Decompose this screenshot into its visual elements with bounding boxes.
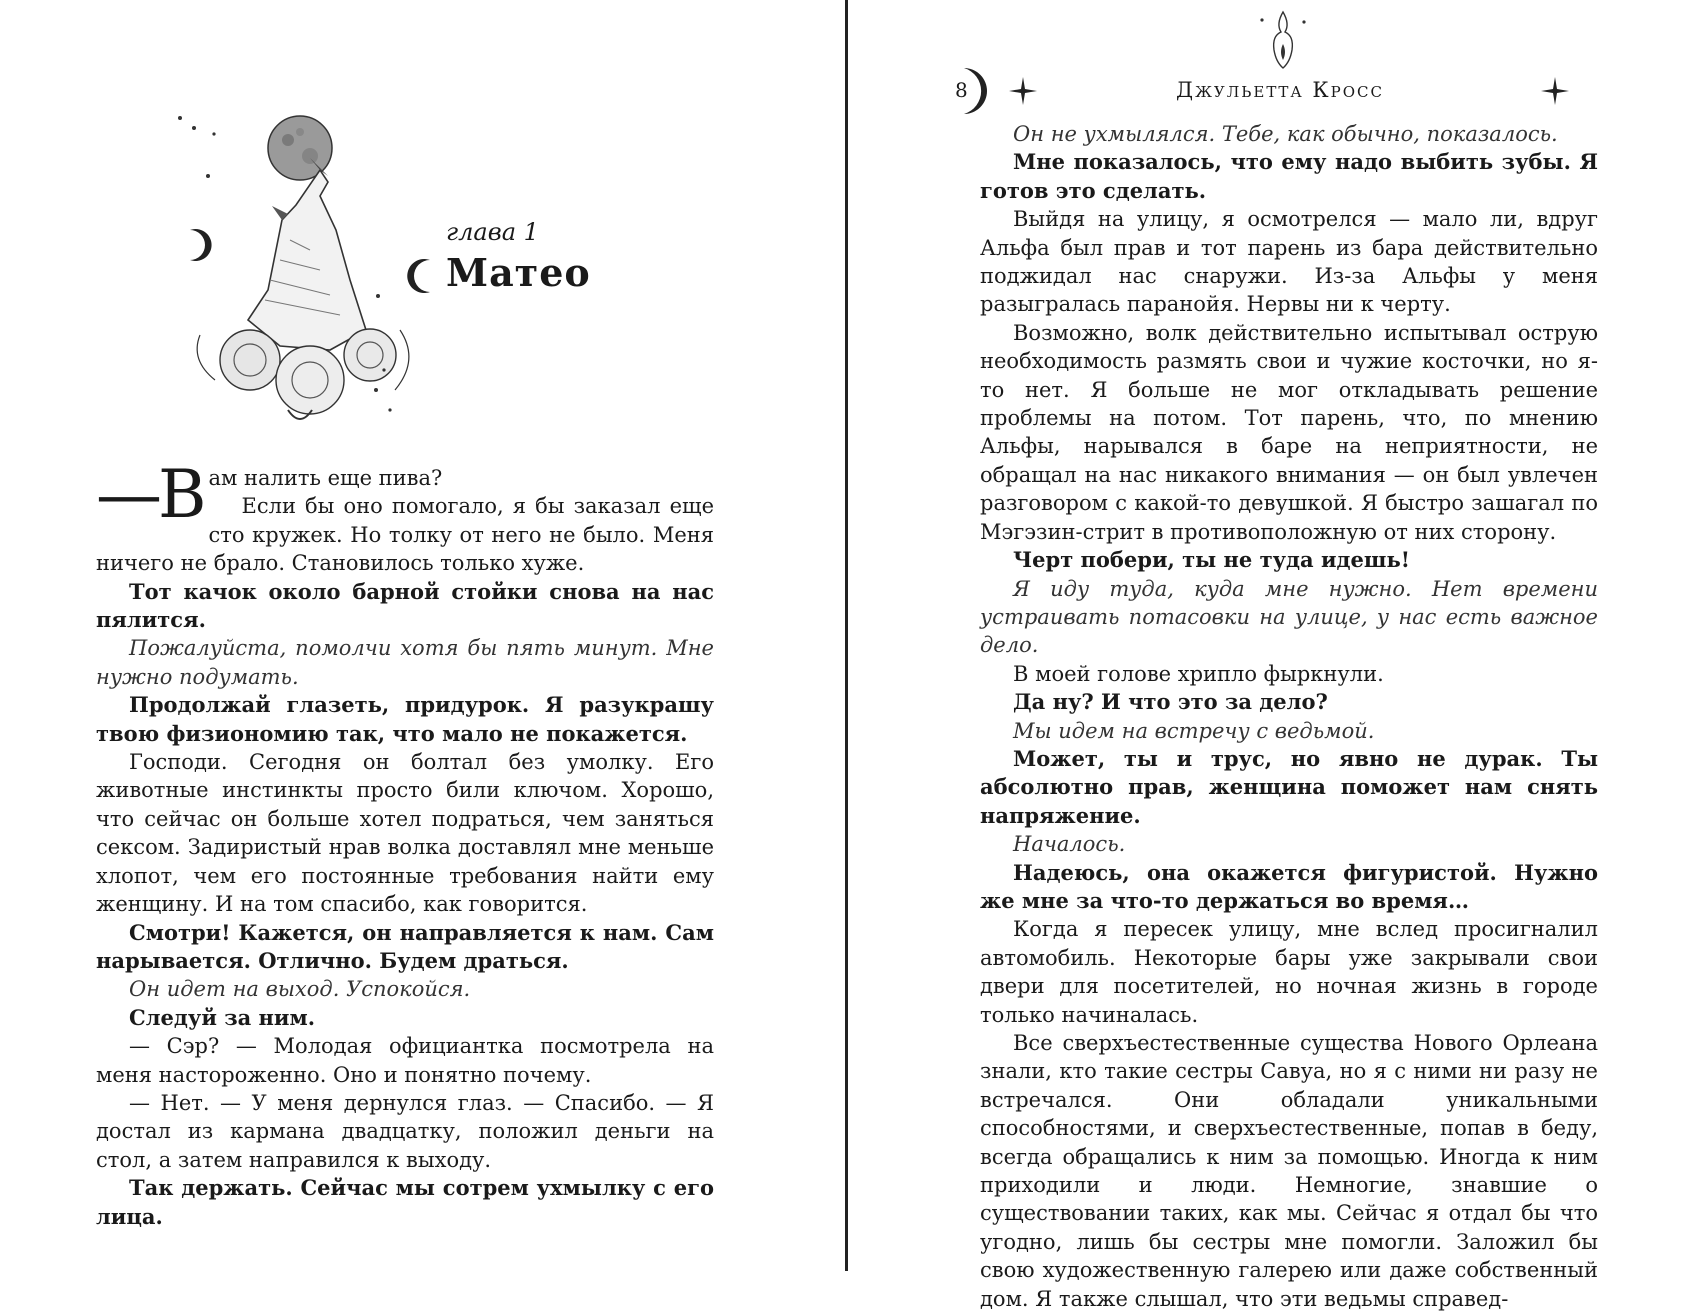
- left-page-text: [96, 456, 714, 1231]
- page-number: 8: [955, 78, 968, 102]
- paragraph-italic: Он идет на выход. Успокойся.: [129, 977, 471, 1002]
- chapter-title: Матео: [446, 250, 591, 295]
- paragraph-bold: Черт побери, ты не туда идешь!: [1013, 547, 1410, 573]
- paragraph: В моей голове хрипло фыркнули.: [1013, 661, 1384, 686]
- paragraph-bold: Смотри! Кажется, он направляется к нам. Сам нарывается. Отлично. Будем драться.: [96, 919, 714, 973]
- paragraph-italic: Пожалуйста, помолчи хотя бы пять минут. Мне нужно подумать.: [96, 636, 714, 689]
- paragraph-bold: Следуй за ним.: [129, 1004, 316, 1030]
- paragraph-bold: Тот качок около барной стойки снова на нас пялится.: [96, 578, 714, 633]
- dropcap: —В: [96, 456, 203, 533]
- first-paragraph: [96, 456, 714, 533]
- paragraph-italic: Он не ухмылялся. Тебе, как обычно, показалось.: [1013, 122, 1558, 146]
- chapter-label: глава 1: [446, 218, 539, 246]
- paragraph-italic: Началось.: [1013, 832, 1126, 857]
- paragraph: Все сверхъестественные существа Нового Орлеана знали, кто такие сестры Савуа, но я с ними ни разу не встречался. Они обладали уникальными способностями, и сверхъестественные, попав в беду, всегда обращались к ним за помощью. Иногда к ним приходили и люди. Немногие, знавшие о существовании таких, как мы. Сейчас я отдал бы что угодно, лишь бы сестры мне помогли. Заложил бы свою художественную галерею или даже собственный дом. Я также слышал, что эти ведьмы справед-: [980, 1031, 1598, 1311]
- moon-icon: [406, 258, 436, 294]
- paragraph: — Сэр? — Молодая официантка посмотрела на меня настороженно. Оно и понятно почему.: [96, 1034, 714, 1087]
- running-head-author: Джульетта Кросс: [1176, 78, 1384, 102]
- flame-ornament-icon: [1248, 6, 1318, 76]
- paragraph: — Нет. — У меня дернулся глаз. — Спасибо. — Я достал из кармана двадцатку, положил деньги на стол, а затем направился к выходу.: [96, 1090, 714, 1172]
- right-page-text: [980, 120, 1598, 1313]
- first-line: ам налить еще пива?: [208, 466, 443, 490]
- paragraph: Господи. Сегодня он болтал без умолку. Его животные инстинкты просто били ключом. Хорошо, что сейчас он больше хотел подраться, чем заняться сексом. Задиристый нрав волка доставлял мне меньше хлопот, чем его постоянные требования найти ему женщину. И на том спасибо, как говорится.: [96, 750, 714, 917]
- star-icon: [1540, 76, 1570, 106]
- paragraph-bold: Так держать. Сейчас мы сотрем ухмылку с его лица.: [96, 1175, 714, 1229]
- paragraph-bold: Продолжай глазеть, придурок. Я разукрашу твою физиономию так, что мало не покажется.: [96, 692, 714, 746]
- paragraph-bold: Да ну? И что это за дело?: [1013, 689, 1328, 715]
- paragraph-bold: Может, ты и трус, но явно не дурак. Ты абсолютно прав, женщина поможет нам снять напряжение.: [980, 745, 1598, 828]
- paragraph: Возможно, волк действительно испытывал острую необходимость размять свои и чужие косточки, но я-то нет. Я больше не мог откладывать решение проблемы на потом. Тот парень, что, по мнению Альфы, нарывался в баре на неприятности, не обращал на нас никакого внимания — он был увлечен разговором с какой-то девушкой. Я быстро зашагал по Мэгэзин-стрит в противоположную от них сторону.: [980, 320, 1598, 544]
- paragraph: Если бы оно помогало, я бы заказал еще сто кружек. Но толку от него не было. Меня ничего не брало. Становилось только хуже.: [96, 494, 714, 576]
- moon-icon: [1582, 62, 1622, 120]
- paragraph: Выйдя на улицу, я осмотрелся — мало ли, вдруг Альфа был прав и тот парень из бара действительно поджидал нас снаружи. Из-за Альфы у меня разыгралась паранойя. Нервы ни к черту.: [980, 207, 1598, 317]
- page-gutter: [845, 0, 848, 1271]
- star-icon: [1008, 76, 1038, 106]
- wolf-illustration: [170, 110, 430, 440]
- paragraph-bold: Надеюсь, она окажется фигуристой. Нужно же мне за что-то держаться во время…: [980, 859, 1598, 913]
- left-page: [0, 0, 846, 1271]
- paragraph-bold: Мне показалось, что ему надо выбить зубы. Я готов это сделать.: [980, 149, 1598, 203]
- paragraph: Когда я пересек улицу, мне вслед просигналил автомобиль. Некоторые бары уже закрывали свои двери для посетителей, но ночная жизнь в городе только начиналась.: [980, 917, 1598, 1027]
- paragraph-italic: Мы идем на встречу с ведьмой.: [1013, 718, 1375, 743]
- paragraph-italic: Я иду туда, куда мне нужно. Нет времени устраивать потасовки на улице, у нас есть важное дело.: [980, 576, 1598, 658]
